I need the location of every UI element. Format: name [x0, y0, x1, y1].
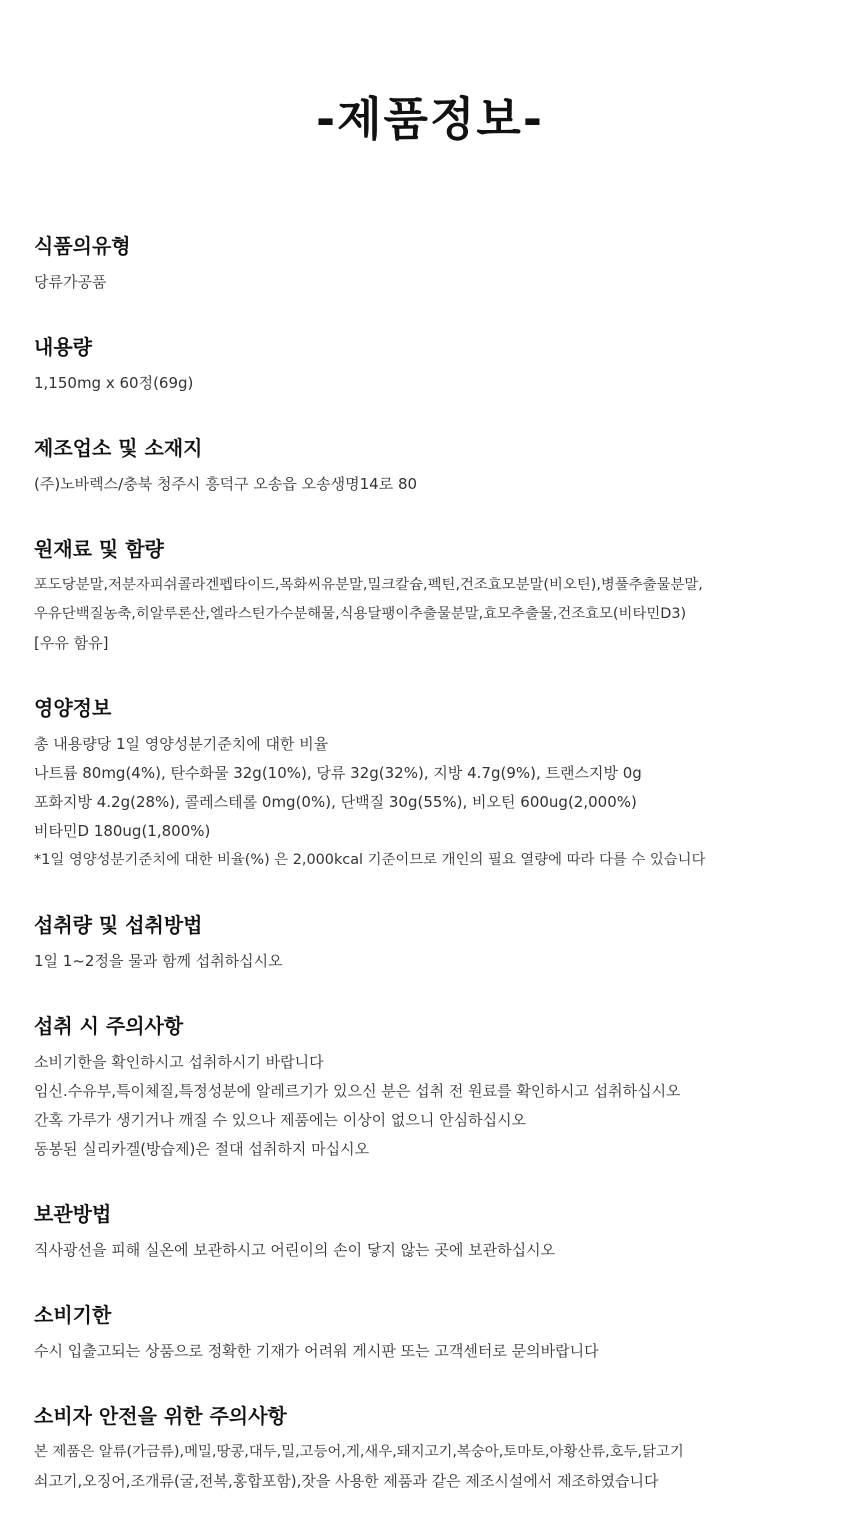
section-ingredients — [34, 535, 854, 658]
section-text: 쇠고기,오징어,조개류(굴,전복,홍합포함),잣을 사용한 제품과 같은 제조시설에서 제조하였습니다 — [34, 1472, 659, 1490]
section-text: 1일 1~2정을 물과 함께 섭취하십시오 — [34, 952, 283, 970]
section-heading: 섭취 시 주의사항 — [34, 1014, 184, 1038]
section-text: 우유단백질농축,히알루론산,엘라스틴가수분해물,식용달팽이추출물분말,효모추출물,건조효모(비타민D3) — [34, 606, 687, 622]
section-manufacturer — [34, 434, 854, 499]
section-text: 포도당분말,저분자피쉬콜라겐펩타이드,목화씨유분말,밀크칼슘,펙틴,건조효모분말(비오틴),병풀추출물분말, — [34, 577, 703, 593]
section-text: 총 내용량당 1일 영양성분기준치에 대한 비율 — [34, 735, 329, 753]
section-text: 동봉된 실리카겔(방습제)은 절대 섭취하지 마십시오 — [34, 1140, 370, 1158]
section-storage — [34, 1200, 854, 1265]
section-text: 비타민D 180ug(1,800%) — [34, 822, 211, 840]
section-intake-method — [34, 911, 854, 976]
section-text: 당류가공품 — [34, 273, 107, 291]
section-text: 간혹 가루가 생기거나 깨질 수 있으나 제품에는 이상이 없으니 안심하십시오 — [34, 1111, 527, 1129]
section-text: 포화지방 4.2g(28%), 콜레스테롤 0mg(0%), 단백질 30g(55%), 비오틴 600ug(2,000%) — [34, 793, 637, 811]
section-text: 나트륨 80mg(4%), 탄수화물 32g(10%), 당류 32g(32%), 지방 4.7g(9%), 트랜스지방 0g — [34, 764, 642, 782]
section-nutrition-info — [34, 694, 854, 875]
section-heading: 제조업소 및 소재지 — [34, 436, 203, 460]
section-consumer-safety — [34, 1402, 854, 1496]
section-heading: 보관방법 — [34, 1202, 112, 1226]
section-text: (주)노바렉스/충북 청주시 흥덕구 오송읍 오송생명14로 80 — [34, 475, 418, 493]
section-text: [우유 함유] — [34, 634, 109, 652]
section-heading: 영양정보 — [34, 696, 112, 720]
section-heading: 원재료 및 함량 — [34, 537, 164, 561]
section-expiration — [34, 1301, 854, 1366]
section-text: 1,150mg x 60정(69g) — [34, 374, 194, 392]
section-text: 임신.수유부,특이체질,특정성분에 알레르기가 있으신 분은 섭취 전 원료를 확인하시고 섭취하십시오 — [34, 1082, 681, 1100]
section-text: *1일 영양성분기준치에 대한 비율(%) 은 2,000kcal 기준이므로 개인의 필요 열량에 따라 다를 수 있습니다 — [34, 852, 706, 868]
product-info-sections — [34, 232, 854, 1532]
section-food-type — [34, 232, 854, 297]
section-content-amount — [34, 333, 854, 398]
section-text: 수시 입출고되는 상품으로 정확한 기재가 어려워 게시판 또는 고객센터로 문의바랍니다 — [34, 1342, 599, 1360]
section-text: 소비기한을 확인하시고 섭취하시기 바랍니다 — [34, 1053, 324, 1071]
section-heading: 섭취량 및 섭취방법 — [34, 913, 203, 937]
section-heading: 식품의유형 — [34, 234, 131, 258]
section-heading: 소비자 안전을 위한 주의사항 — [34, 1404, 287, 1428]
section-text: 본 제품은 알류(가금류),메밀,땅콩,대두,밀,고등어,게,새우,돼지고기,복숭아,토마토,아황산류,호두,닭고기 — [34, 1444, 684, 1460]
section-heading: 소비기한 — [34, 1303, 112, 1327]
section-heading: 내용량 — [34, 335, 92, 359]
section-intake-cautions — [34, 1012, 854, 1164]
page-title: -제품정보- — [316, 92, 544, 146]
section-text: 직사광선을 피해 실온에 보관하시고 어린이의 손이 닿지 않는 곳에 보관하십시오 — [34, 1241, 556, 1259]
